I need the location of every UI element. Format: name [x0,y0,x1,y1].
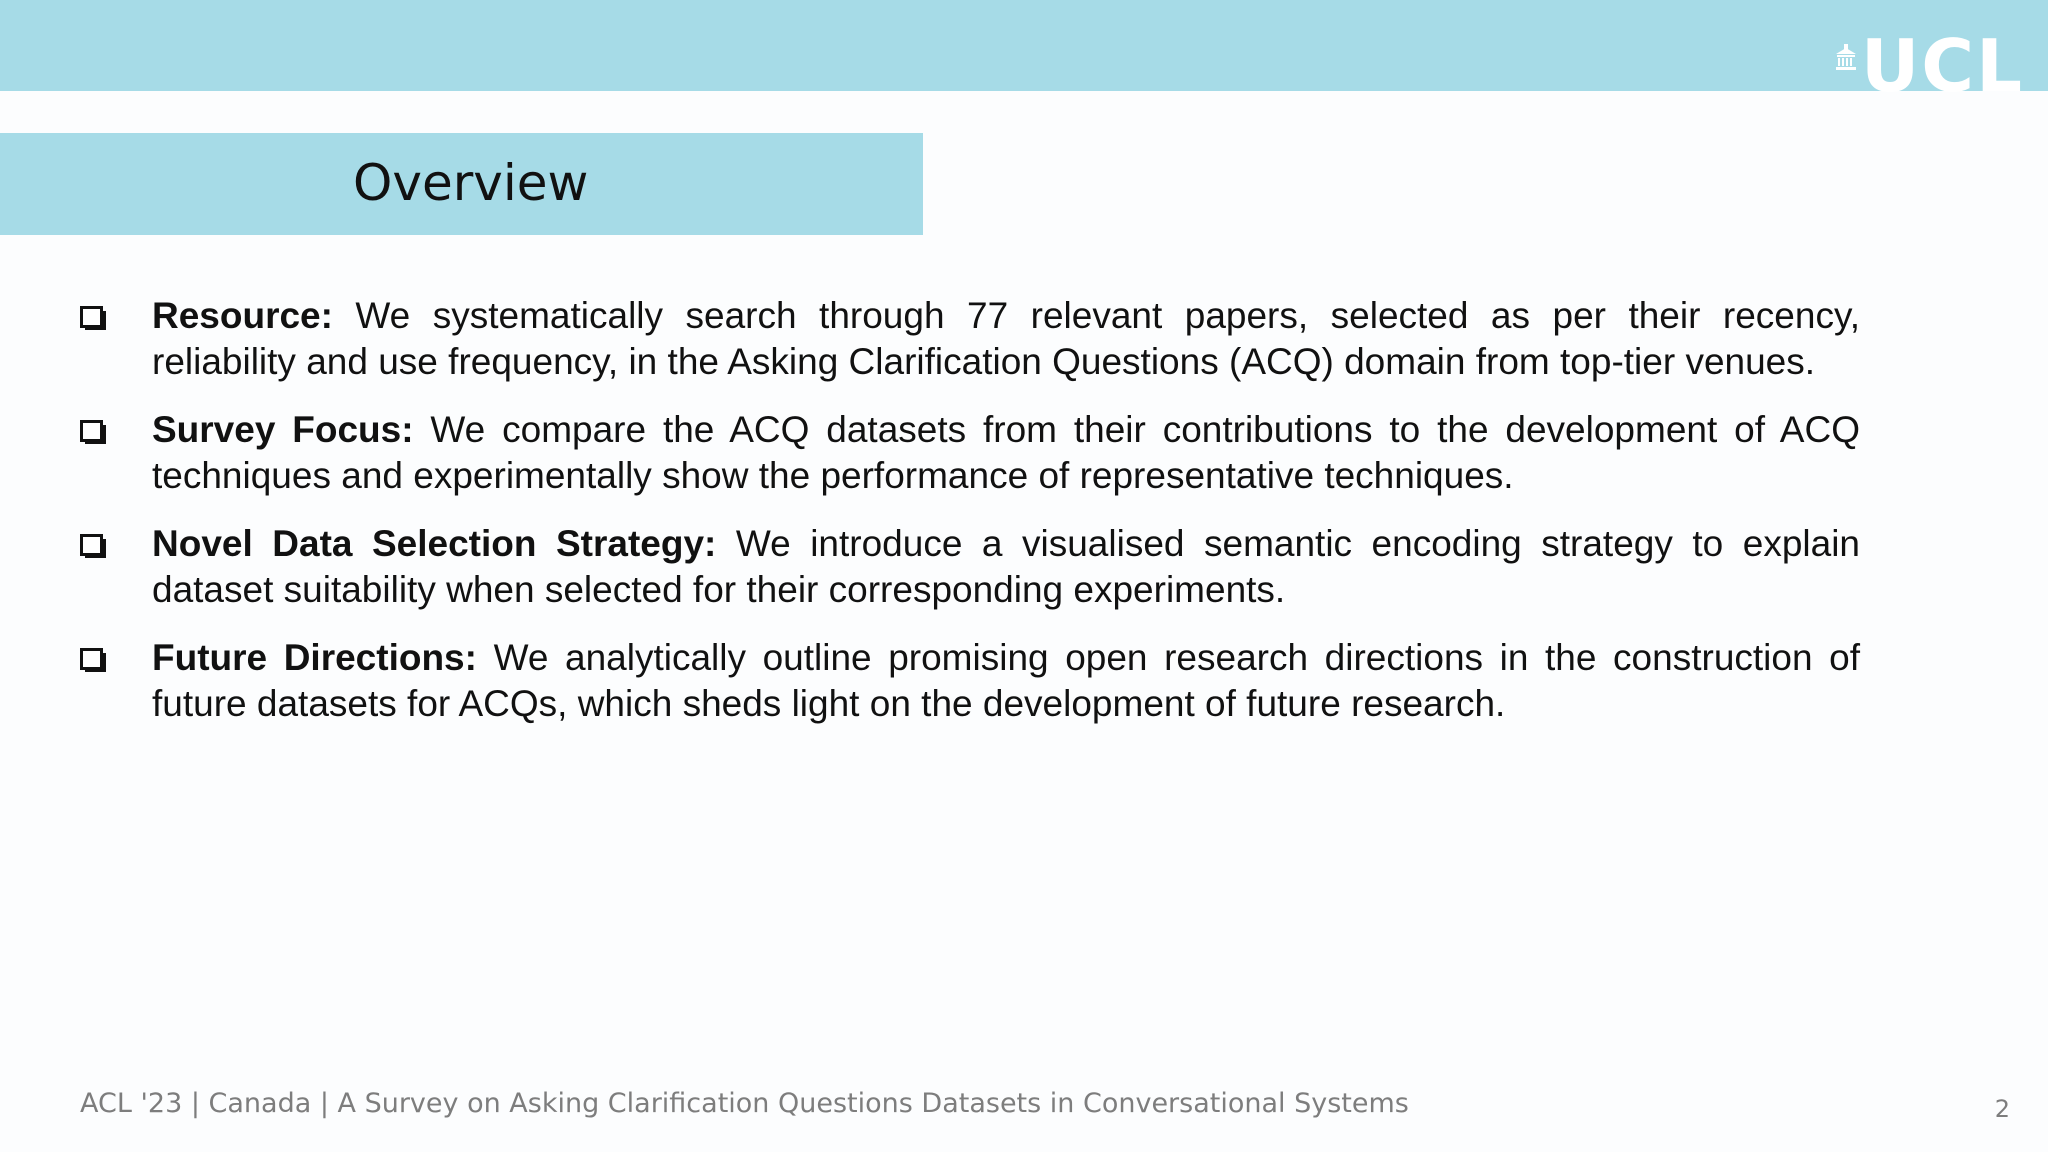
logo-text: UCL [1860,24,2024,108]
bullet-text: We compare the ACQ datasets from their contributions to the development of ACQ techniques and experimentally show the performance of representative techniques. [152,409,1860,496]
header-bar [0,0,2048,91]
checkbox-bullet-icon [80,648,108,674]
checkbox-bullet-icon [80,420,108,446]
bullet-text: We analytically outline promising open research directions in the construction of future datasets for ACQs, which sheds light on the development of future research. [152,637,1861,724]
bullet-text: We introduce a visualised semantic encoding strategy to explain dataset suitability when selected for their corresponding experiments. [152,523,1860,610]
bullet-item-novel-data-selection [80,521,1860,613]
slide-title: Overview [353,154,589,212]
checkbox-bullet-icon [80,306,108,332]
bullet-label: Future Directions: [152,637,477,678]
ucl-logo [1835,24,2024,108]
ucl-portico-icon [1835,44,1857,70]
page-number: 2 [1994,1095,2010,1123]
bullet-item-future-directions [80,635,1860,727]
bullet-label: Novel Data Selection Strategy: [152,523,717,564]
bullet-label: Resource: [152,295,333,336]
bullet-list [80,293,1860,749]
bullet-item-survey-focus [80,407,1860,499]
bullet-text: We systematically search through 77 relevant papers, selected as per their recency, reliability and use frequency, in the Asking Clarification Questions (ACQ) domain from top-tier venues. [152,295,1860,382]
checkbox-bullet-icon [80,534,108,560]
bullet-item-resource [80,293,1860,385]
footer-text: ACL '23 | Canada | A Survey on Asking Clarification Questions Datasets in Conversational Systems [80,1088,1409,1119]
bullet-label: Survey Focus: [152,409,414,450]
